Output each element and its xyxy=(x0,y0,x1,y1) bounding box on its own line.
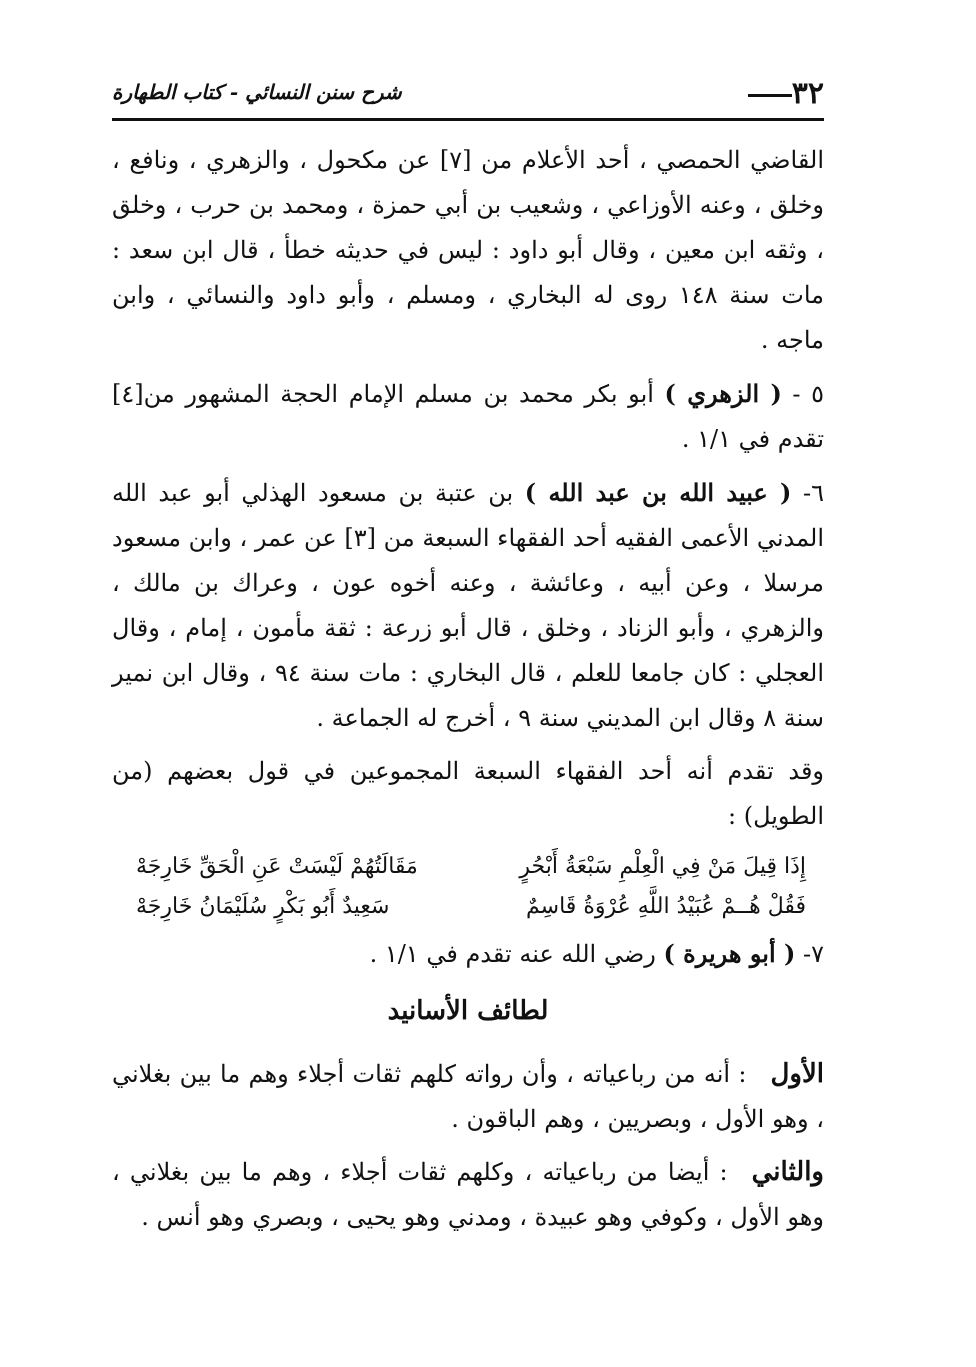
first-point-term: الأول xyxy=(770,1059,824,1089)
paragraph-narrator-4: القاضي الحمصي ، أحد الأعلام من [٧] عن مكحول ، والزهري ، ونافع ، وخلق ، وعنه الأوزاعي ، وشعيب بن أبي حمزة ، ومحمد بن حرب ، وخلق ، وثقه ابن معين ، وقال أبو داود : ليس في حديثه خطأ ، قال ابن سعد : مات سنة ١٤٨ روى له البخاري ، ومسلم ، وأبو داود والنسائي ، وابن ماجه . xyxy=(112,146,824,354)
page-number-text: ٣٢ xyxy=(791,76,824,111)
header-rule xyxy=(112,118,824,121)
narrator-5-text: أبو بكر محمد بن مسلم الإمام الحجة المشهور من[٤] تقدم في ١/١ . xyxy=(112,380,824,453)
narrator-6-name: ( عبيد الله بن عبد الله ) xyxy=(524,478,792,507)
narrator-5-name: ( الزهري ) xyxy=(664,379,782,408)
page-header xyxy=(112,76,824,124)
paragraph-narrator-7 xyxy=(112,931,824,977)
second-point-text: : أيضا من رباعياته ، وكلهم ثقات أجلاء ، وهم ما بين بغلاني ، وهو الأول ، وكوفي وهو عبيدة ، ومدني وهو يحيى ، وبصري وهو أنس . xyxy=(112,1158,824,1231)
first-point-text: : أنه من رباعياته ، وأن رواته كلهم ثقات أجلاء وهم ما بين بغلاني ، وهو الأول ، وبصريين ، وهم الباقون . xyxy=(112,1060,824,1133)
narrator-6-number: ٦- xyxy=(791,479,824,507)
page-number xyxy=(738,76,824,111)
poem-line-2-first-hemistich: فَقُلْ هُــمْ عُبَيْدُ اللَّهِ عُرْوَةُ قَاسِمٌ xyxy=(526,894,806,919)
paragraph-second-point xyxy=(112,1150,824,1240)
narrator-6-text: بن عتبة بن مسعود الهذلي أبو عبد الله المدني الأعمى الفقيه أحد الفقهاء السبعة من [٣] عن عمر ، وابن مسعود مرسلا ، وعن أبيه ، وعائشة ، وعنه أخوه عون ، وعراك بن مالك ، والزهري ، وأبو الزناد ، وخلق ، قال أبو زرعة : ثقة مأمون ، إمام ، وقال العجلي : كان جامعا للعلم ، قال البخاري : مات سنة ٩٤ ، وقال ابن نمير سنة ٨ وقال ابن المديني سنة ٩ ، أخرج له الجماعة . xyxy=(112,479,825,732)
second-point-term: والثاني xyxy=(751,1157,824,1187)
running-title: شرح سنن النسائي - كتاب الطهارة xyxy=(112,80,402,104)
poem-line-2 xyxy=(112,887,824,927)
poem-line-1-second-hemistich: مَقَالَتُهُمْ لَيْسَتْ عَنِ الْحَقِّ خَارِجَهْ xyxy=(136,854,418,879)
paragraph-poem-intro: وقد تقدم أنه أحد الفقهاء السبعة المجموعين في قول بعضهم (من الطويل) : xyxy=(112,757,824,830)
narrator-5-number: ٥ - xyxy=(781,380,824,408)
paragraph-narrator-6 xyxy=(112,470,824,741)
narrator-7-name: ( أبو هريرة ) xyxy=(663,939,796,968)
paragraph-narrator-5 xyxy=(112,371,824,462)
poem-line-1-first-hemistich: إِذَا قِيلَ مَنْ فِي الْعِلْمِ سَبْعَةُ أَبْحُرٍ xyxy=(519,854,806,879)
page-number-dash xyxy=(748,94,792,97)
poem-line-1 xyxy=(112,847,824,887)
poem xyxy=(112,847,824,927)
section-heading: لطائف الأسانيد xyxy=(387,996,549,1026)
paragraph-first-point xyxy=(112,1052,824,1142)
poem-line-2-second-hemistich: سَعِيدٌ أَبُو بَكْرٍ سُلَيْمَانُ خَارِجَهْ xyxy=(136,894,390,919)
narrator-7-number: ٧- xyxy=(795,940,824,968)
narrator-7-text: رضي الله عنه تقدم في ١/١ . xyxy=(369,940,664,968)
body-text xyxy=(112,138,824,1248)
